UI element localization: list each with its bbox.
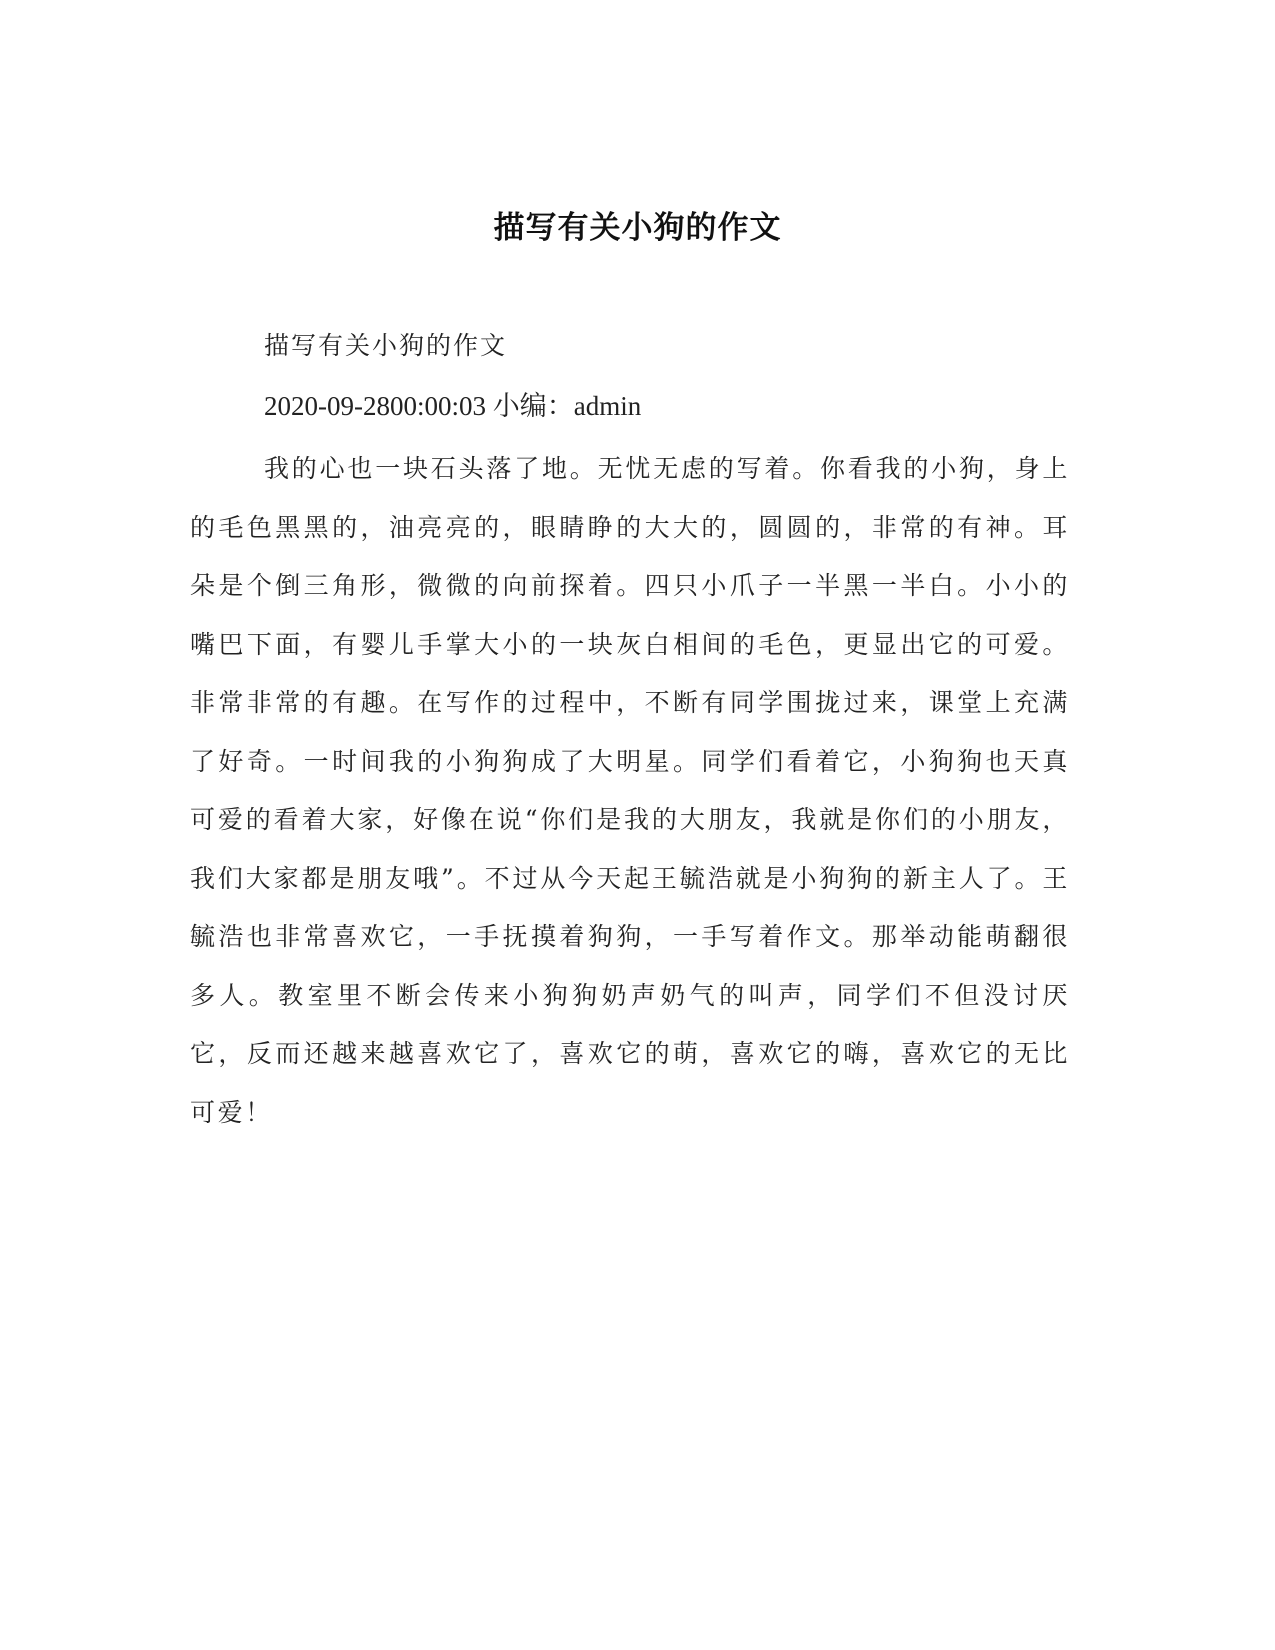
document-title: 描写有关小狗的作文 <box>493 210 782 246</box>
article-subtitle: 描写有关小狗的作文 <box>264 331 508 360</box>
article-paragraph: 我的心也一块石头落了地。无忧无虑的写着。你看我的小狗，身上的毛色黑黑的，油亮亮的，眼睛睁的大大的，圆圆的，非常的有神。耳朵是个倒三角形，微微的向前探着。四只小爪子一半黑一半白。小小的嘴巴下面，有婴儿手掌大小的一块灰白相间的毛色，更显出它的可爱。非常非常的有趣。在写作的过程中，不断有同学围拢过来，课堂上充满了好奇。一时间我的小狗狗成了大明星。同学们看着它，小狗狗也天真可爱的看着大家，好像在说“你们是我的大朋友，我就是你们的小朋友，我们大家都是朋友哦”。不过从今天起王毓浩就是小狗狗的新主人了。王毓浩也非常喜欢它，一手抚摸着狗狗，一手写着作文。那举动能萌翻很多人。教室里不断会传来小狗狗奶声奶气的叫声，同学们不但没讨厌它，反而还越来越喜欢它了，喜欢它的萌，喜欢它的嗨，喜欢它的无比可爱！ <box>190 454 1070 1127</box>
article-meta: 2020-09-2800:00:03 小编：admin <box>264 391 642 421</box>
